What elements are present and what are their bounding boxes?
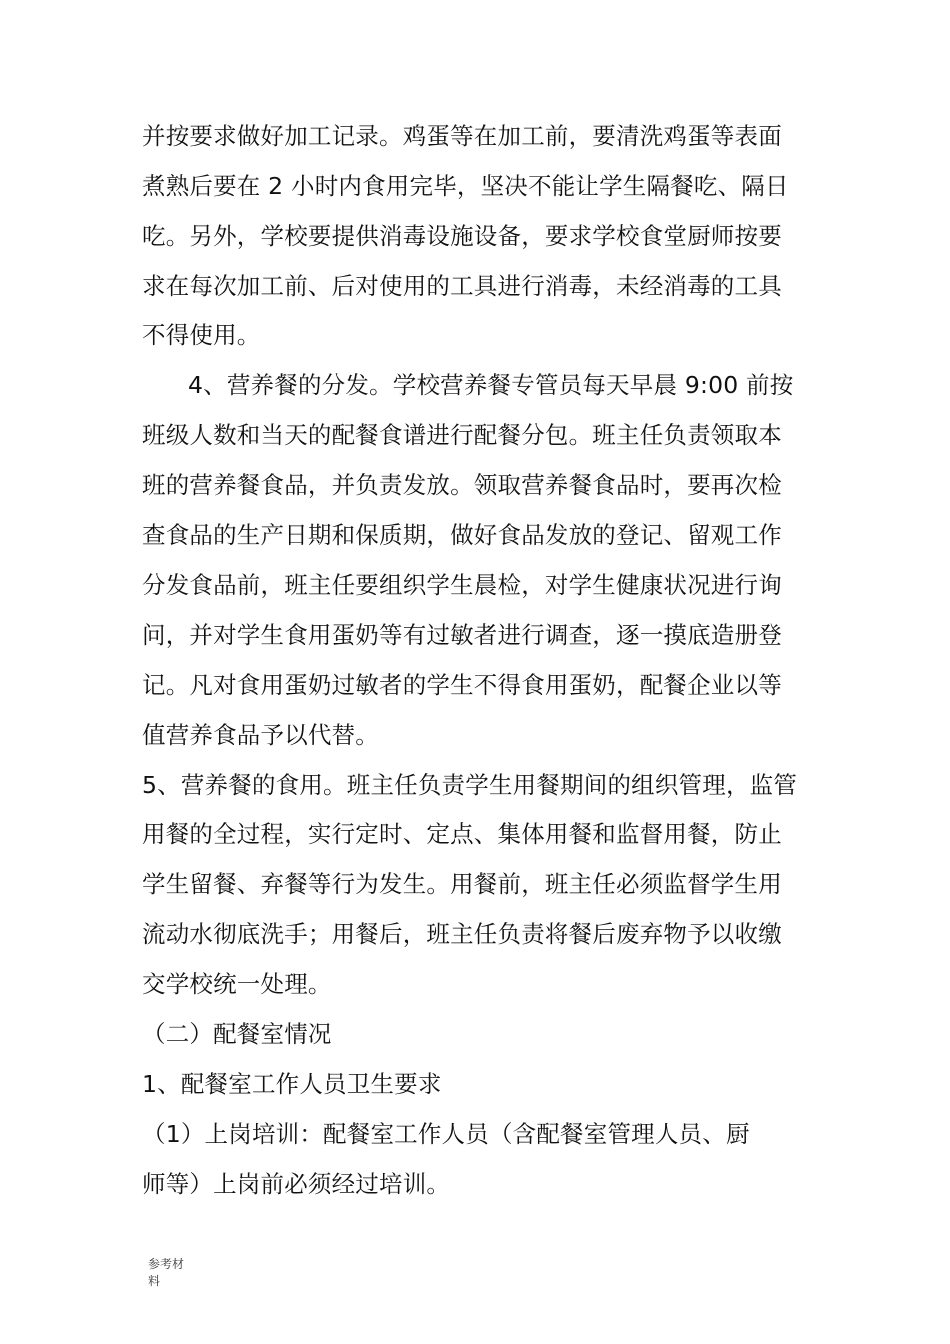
text-line: 流动水彻底洗手；用餐后，班主任负责将餐后废弃物予以收缴	[142, 920, 782, 948]
text-line: 记。凡对食用蛋奶过敏者的学生不得食用蛋奶，配餐企业以等	[142, 671, 782, 699]
text-line: 班的营养餐食品，并负责发放。领取营养餐食品时，要再次检	[142, 471, 782, 499]
text-line: 查食品的生产日期和保质期，做好食品发放的登记、留观工作	[142, 521, 782, 549]
text-line: 求在每次加工前、后对使用的工具进行消毒，未经消毒的工具	[142, 272, 782, 300]
text-line: 并按要求做好加工记录。鸡蛋等在加工前，要清洗鸡蛋等表面	[142, 122, 782, 150]
text-line: 师等）上岗前必须经过培训。	[142, 1170, 451, 1198]
text-line: 问，并对学生食用蛋奶等有过敏者进行调查，逐一摸底造册登	[142, 621, 782, 649]
footer-note	[148, 1256, 208, 1290]
text-line: 分发食品前，班主任要组织学生晨检，对学生健康状况进行询	[142, 571, 782, 599]
text-line: 交学校统一处理。	[142, 970, 332, 998]
text-line: 煮熟后要在 2 小时内食用完毕，坚决不能让学生隔餐吃、隔日	[142, 172, 789, 200]
text-line: 学生留餐、弃餐等行为发生。用餐前，班主任必须监督学生用	[142, 870, 782, 898]
footer-line: 料	[148, 1274, 161, 1288]
text-line: 班级人数和当天的配餐食谱进行配餐分包。班主任负责领取本	[142, 421, 782, 449]
footer-line: 参考材	[148, 1257, 185, 1271]
text-line: 吃。另外，学校要提供消毒设施设备，要求学校食堂厨师按要	[142, 222, 782, 250]
text-line: 4、营养餐的分发。学校营养餐专管员每天早晨 9:00 前按	[188, 371, 794, 399]
text-line: 值营养食品予以代替。	[142, 721, 379, 749]
text-line: 用餐的全过程，实行定时、定点、集体用餐和监督用餐，防止	[142, 820, 782, 848]
text-line: 不得使用。	[142, 321, 261, 349]
section-heading: （二）配餐室情况	[142, 1020, 332, 1048]
text-line: （1）上岗培训：配餐室工作人员（含配餐室管理人员、厨	[142, 1120, 750, 1148]
subsection-heading: 1、配餐室工作人员卫生要求	[142, 1070, 442, 1098]
text-line: 5、营养餐的食用。班主任负责学生用餐期间的组织管理，监管	[142, 771, 798, 799]
